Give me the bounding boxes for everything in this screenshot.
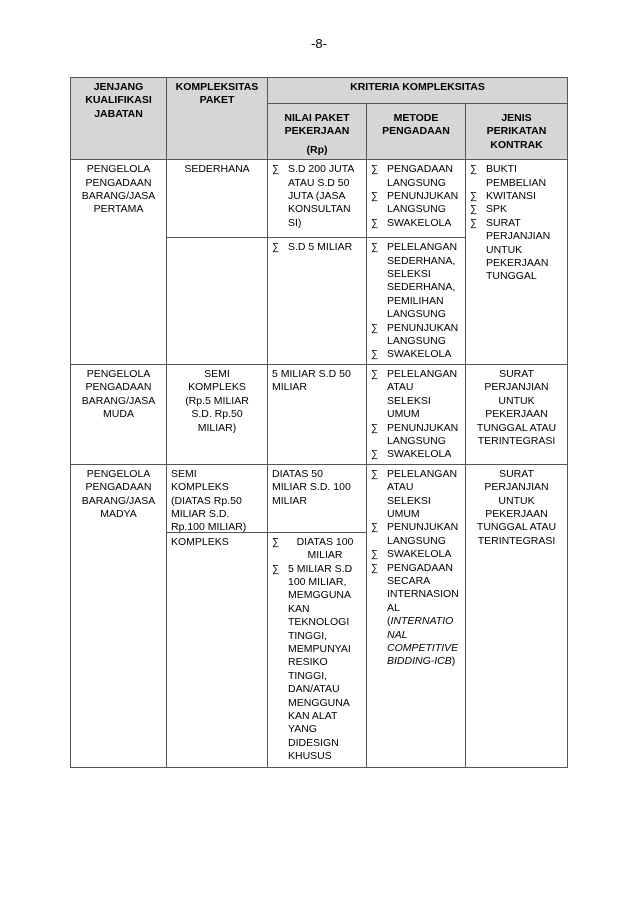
bullet-icon: ∑	[371, 549, 379, 561]
list-item: ∑ SWAKELOLA	[371, 348, 452, 361]
bullet-icon: ∑	[371, 422, 379, 434]
metode-r2	[367, 364, 466, 464]
bullet-icon: ∑	[371, 368, 379, 380]
list-item: ∑ SWAKELOLA	[371, 216, 452, 229]
nilai-r1b	[268, 238, 367, 365]
jenis-r1	[466, 160, 568, 365]
complexity-criteria-table	[70, 77, 568, 768]
bullet-icon: ∑	[272, 164, 280, 176]
metode-r1b	[367, 238, 466, 365]
bullet-icon: ∑	[371, 349, 379, 361]
list-item: ∑ SURAT PERJANJIAN UNTUK PEKERJAAN TUNGGAL	[470, 216, 551, 283]
header-kompleksitas: KOMPLEKSITAS PAKET	[167, 78, 268, 160]
bullet-icon: ∑	[371, 242, 379, 254]
nilai-r3: DIATAS 50 MILIAR S.D. 100 MILIAR ∑ DIATAS 100 MILIAR ∑ 5 MILIAR S.D 100 MILIAR, MEMGGUNA KAN TEKNOLOGI TINGGI, MEMPUNYAI RESIKO TINGGI, DAN/ATAU MENGGUNA KAN ALAT YANG DIDESIGN KHUSUS	[268, 464, 367, 767]
list-item: ∑ PENUNJUKAN LANGSUNG	[371, 321, 459, 348]
header-metode: METODE PENGADAAN	[367, 104, 466, 160]
bullet-icon: ∑	[272, 563, 280, 575]
bullet-icon: ∑	[371, 562, 379, 574]
header-nilai-paket: NILAI PAKET PEKERJAAN (Rp)	[268, 104, 367, 160]
table-row	[71, 160, 568, 238]
nilai-r2: 5 MILIAR S.D 50 MILIAR	[268, 364, 367, 464]
bullet-icon: ∑	[470, 204, 478, 216]
list-item: ∑ PENUNJUKAN LANGSUNG	[371, 190, 459, 216]
bullet-icon: ∑	[470, 217, 478, 229]
list-item: ∑ 5 MILIAR S.D 100 MILIAR, MEMGGUNA KAN TEKNOLOGI TINGGI, MEMPUNYAI RESIKO TINGGI, DAN/ATAU MENGGUNA KAN ALAT YANG DIDESIGN KHUSUS	[272, 562, 353, 763]
bullet-icon: ∑	[470, 164, 478, 176]
bullet-icon: ∑	[371, 468, 379, 480]
kompleksitas-sederhana: SEDERHANA	[167, 160, 268, 238]
jenis-r2: SURAT PERJANJIAN UNTUK PEKERJAAN TUNGGAL ATAU TERINTEGRASI	[466, 364, 568, 464]
page-number: -8-	[311, 36, 327, 51]
list-item: ∑ PENGADAAN SECARA INTERNASION AL (INTERNATIO NAL COMPETITIVE BIDDING-ICB)	[371, 561, 459, 668]
jenjang-madya: PENGELOLA PENGADAAN BARANG/JASA MADYA	[71, 464, 167, 767]
list-item: ∑ PENUNJUKAN LANGSUNG	[371, 421, 459, 447]
header-kriteria: KRITERIA KOMPLEKSITAS	[268, 78, 568, 104]
metode-r3	[367, 464, 466, 767]
list-item: ∑ DIATAS 100 MILIAR	[272, 535, 354, 562]
bullet-icon: ∑	[470, 191, 478, 203]
nilai-r1a	[268, 160, 367, 238]
header-jenis: JENIS PERIKATAN KONTRAK	[466, 104, 568, 160]
metode-r1a	[367, 160, 466, 238]
bullet-icon: ∑	[371, 322, 379, 334]
table-row	[71, 464, 568, 767]
list-item: ∑ PELELANGAN SEDERHANA, SELEKSI SEDERHANA, PEMILIHAN LANGSUNG	[371, 241, 458, 321]
bullet-icon: ∑	[371, 449, 379, 461]
bullet-icon: ∑	[371, 522, 379, 534]
list-item: ∑ PELELANGAN ATAU SELEKSI UMUM	[371, 467, 458, 520]
list-item: ∑ S.D 200 JUTA ATAU S.D 50 JUTA (JASA KONSULTAN SI)	[272, 163, 355, 229]
bullet-icon: ∑	[371, 217, 379, 229]
list-item: ∑ SWAKELOLA	[371, 448, 452, 461]
header-jenjang: JENJANG KUALIFIKASI JABATAN	[71, 78, 167, 160]
kompleksitas-r3: SEMI KOMPLEKS (DIATAS Rp.50 MILIAR S.D. Rp.100 MILIAR) KOMPLEKS	[167, 464, 268, 767]
list-item: ∑ S.D 5 MILIAR	[272, 241, 353, 254]
kompleksitas-semi: SEMI KOMPLEKS (Rp.5 MILIAR S.D. Rp.50 MILIAR)	[167, 364, 268, 464]
kompleksitas-empty	[167, 238, 268, 365]
list-item: ∑ SWAKELOLA	[371, 548, 452, 561]
list-item: ∑ PELELANGAN ATAU SELEKSI UMUM	[371, 367, 458, 421]
bullet-icon: ∑	[371, 191, 379, 203]
bullet-icon: ∑	[371, 164, 379, 176]
list-item: ∑ KWITANSI	[470, 190, 536, 203]
list-item: ∑ SPK	[470, 203, 508, 216]
bullet-icon: ∑	[272, 536, 280, 548]
jenis-r3: SURAT PERJANJIAN UNTUK PEKERJAAN TUNGGAL ATAU TERINTEGRASI	[466, 464, 568, 767]
jenjang-muda: PENGELOLA PENGADAAN BARANG/JASA MUDA	[71, 364, 167, 464]
list-item: ∑ PENGADAAN LANGSUNG	[371, 163, 453, 189]
jenjang-pertama: PENGELOLA PENGADAAN BARANG/JASA PERTAMA	[71, 160, 167, 365]
table-row	[71, 364, 568, 464]
list-item: ∑ BUKTI PEMBELIAN	[470, 163, 547, 189]
list-item: ∑ PENUNJUKAN LANGSUNG	[371, 521, 459, 547]
bullet-icon: ∑	[272, 242, 280, 254]
